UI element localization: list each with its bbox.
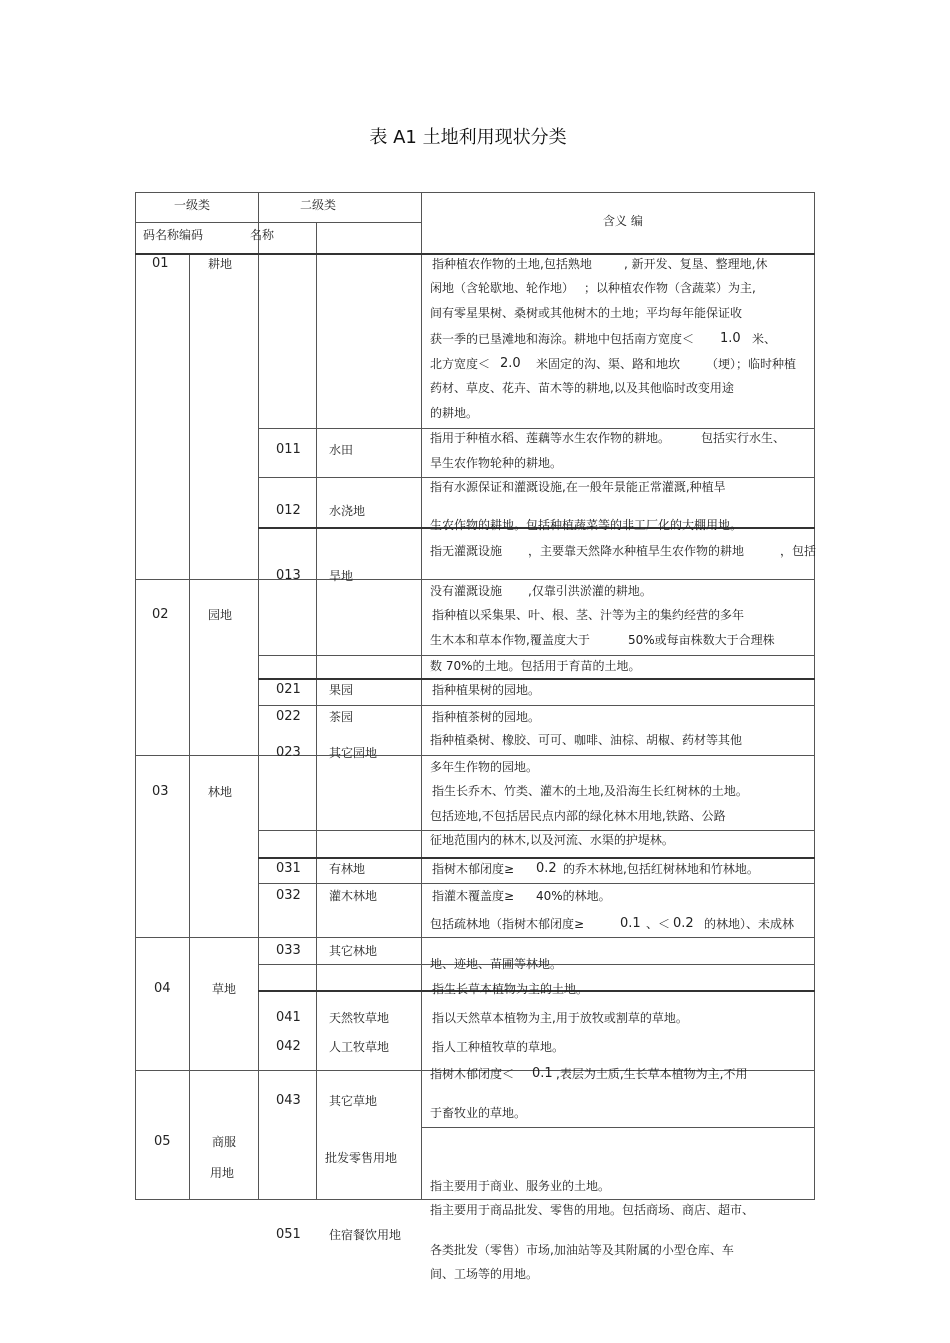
code-05: 05 — [154, 1134, 171, 1149]
meaning-text: 指生长草本植物为主的土地。 — [432, 982, 589, 996]
code-033: 033 — [276, 943, 301, 958]
meaning-text: 地、迹地、苗圃等林地。 — [430, 957, 563, 971]
table-top-border — [135, 192, 815, 193]
meaning-text: 0.1 — [532, 1066, 553, 1081]
meaning-text: 指有水源保证和灌溉设施,在一般年景能正常灌溉,种植旱 — [430, 480, 726, 494]
name-041: 天然牧草地 — [329, 1011, 390, 1025]
meaning-text: ，主要靠天然降水种植旱生农作物的耕地 — [528, 544, 745, 558]
meaning-text: 指主要用于商品批发、零售的用地。包括商场、商店、超市、 — [430, 1203, 755, 1217]
section-divider-02 — [135, 579, 815, 580]
meaning-text: 生木本和草本作物,覆盖度大于 — [430, 633, 590, 647]
meaning-text: 50%或每亩株数大于合理株 — [628, 633, 775, 647]
page-title: 表 A1 土地利用现状分类 — [369, 127, 567, 148]
meaning-text: 指以天然草本植物为主,用于放牧或割草的草地。 — [432, 1011, 688, 1025]
header-meaning: 含义 编 — [603, 214, 643, 228]
meaning-text: 生农作物的耕地。包括种植蔬菜等的非工厂化的大棚用地。 — [430, 518, 743, 532]
name-02: 园地 — [208, 608, 233, 622]
row-line — [258, 678, 815, 680]
name-012: 水浇地 — [329, 504, 366, 518]
meaning-text: 的乔木林地,包括红树林地和竹林地。 — [563, 862, 759, 876]
meaning-text: 征地范围内的林木,以及河流、水渠的护堤林。 — [430, 833, 674, 847]
code-032: 032 — [276, 888, 301, 903]
meaning-text: 米固定的沟、渠、路和地坎 — [536, 357, 681, 371]
meaning-text: , 新开发、复垦、整理地,休 — [624, 257, 768, 271]
meaning-text: 指人工种植牧草的草地。 — [432, 1040, 565, 1054]
code-022: 022 — [276, 709, 301, 724]
meaning-text: 的耕地。 — [430, 406, 479, 420]
meaning-text: 2.0 — [500, 356, 521, 371]
meaning-text: ；以种植农作物（含蔬菜）为主, — [584, 281, 756, 295]
meaning-text: 米、 — [752, 332, 777, 346]
meaning-text: 指灌木覆盖度≥ — [432, 889, 515, 903]
code-011: 011 — [276, 442, 301, 457]
code-013: 013 — [276, 568, 301, 583]
meaning-text: 获一季的已垦滩地和海涂。耕地中包括南方宽度＜ — [430, 332, 695, 346]
code-023: 023 — [276, 745, 301, 760]
row-line — [258, 655, 815, 656]
meaning-text: 包括迹地,不包括居民点内部的绿化林木用地,铁路、公路 — [430, 809, 726, 823]
row-line — [258, 857, 815, 859]
meaning-text: 0.1 — [620, 916, 641, 931]
name-032: 灌木林地 — [329, 889, 378, 903]
name-051-wholesale: 批发零售用地 — [325, 1151, 398, 1165]
name-03: 林地 — [208, 785, 233, 799]
name-033: 其它林地 — [329, 944, 378, 958]
row-line — [258, 883, 815, 884]
col-divider-4 — [421, 192, 422, 1199]
code-042: 042 — [276, 1039, 301, 1054]
meaning-text: 指用于种植水稻、莲藕等水生农作物的耕地。 — [430, 431, 671, 445]
name-01: 耕地 — [208, 257, 233, 271]
name-031: 有林地 — [329, 862, 366, 876]
code-012: 012 — [276, 503, 301, 518]
code-021: 021 — [276, 682, 301, 697]
name-051: 住宿餐饮用地 — [329, 1228, 402, 1242]
meaning-text: 间、工场等的用地。 — [430, 1267, 539, 1281]
meaning-text: 0.2 — [536, 861, 557, 876]
code-041: 041 — [276, 1010, 301, 1025]
meaning-text: 没有灌溉设施 — [430, 584, 503, 598]
meaning-text: 包括实行水生、 — [701, 431, 786, 445]
meaning-text: 包括疏林地（指树木郁闭度≥ — [430, 917, 585, 931]
table-bottom-border — [135, 1199, 815, 1200]
code-043: 043 — [276, 1093, 301, 1108]
meaning-text: 指种植茶树的园地。 — [432, 710, 541, 724]
meaning-text: 指生长乔木、竹类、灌木的土地,及沿海生长红树林的土地。 — [432, 784, 748, 798]
col-divider-3 — [316, 222, 317, 1199]
meaning-text: 指种植农作物的土地,包括熟地 — [432, 257, 592, 271]
meaning-text: 指树木郁闭度＜ — [430, 1067, 515, 1081]
meaning-text: 指种植果树的园地。 — [432, 683, 541, 697]
col-divider-2 — [258, 192, 259, 1199]
code-03: 03 — [152, 784, 169, 799]
meaning-text: 、＜ — [646, 917, 671, 931]
table-right-border — [814, 192, 815, 1199]
meaning-text: 闲地（含轮歇地、轮作地） — [430, 281, 575, 295]
meaning-text: 各类批发（零售）市场,加油站等及其附属的小型仓库、车 — [430, 1243, 734, 1257]
meaning-text: 1.0 — [720, 331, 741, 346]
name-05-line2: 用地 — [210, 1166, 235, 1180]
code-04: 04 — [154, 981, 171, 996]
meaning-text: 多年生作物的园地。 — [430, 760, 539, 774]
meaning-text: ,仅靠引洪淤灌的耕地。 — [528, 584, 652, 598]
row-line — [258, 830, 815, 831]
row-line — [258, 477, 815, 478]
meaning-text: 指树木郁闭度≥ — [432, 862, 515, 876]
header-level2: 二级类 — [300, 198, 337, 212]
header-name: 名称 — [250, 228, 275, 242]
row-line — [258, 428, 815, 429]
header-bottom — [135, 253, 815, 255]
name-011: 水田 — [329, 443, 354, 457]
meaning-text: 北方宽度＜ — [430, 357, 491, 371]
code-02: 02 — [152, 607, 169, 622]
header-divider — [135, 222, 421, 223]
name-05-line1: 商服 — [212, 1135, 237, 1149]
header-level1: 一级类 — [174, 198, 211, 212]
name-043: 其它草地 — [329, 1094, 378, 1108]
meaning-text: 于畜牧业的草地。 — [430, 1106, 527, 1120]
meaning-text: 药材、草皮、花卉、苗木等的耕地,以及其他临时改变用途 — [430, 381, 734, 395]
meaning-text: 的林地）、未成林 — [704, 917, 795, 931]
meaning-text: ,表层为土质,生长草本植物为主,不用 — [556, 1067, 748, 1081]
name-013: 旱地 — [329, 569, 354, 583]
meaning-text: 数 70%的土地。包括用于育苗的土地。 — [430, 659, 641, 673]
name-021: 果园 — [329, 683, 354, 697]
code-01: 01 — [152, 256, 169, 271]
name-022: 茶园 — [329, 710, 354, 724]
meaning-text: 0.2 — [673, 916, 694, 931]
meaning-text: 旱生农作物轮种的耕地。 — [430, 456, 563, 470]
meaning-text: 间有零星果树、桑树或其他树木的土地；平均每年能保证收 — [430, 306, 743, 320]
meaning-text: 指无灌溉设施 — [430, 544, 503, 558]
name-04: 草地 — [212, 982, 237, 996]
section-divider-03 — [135, 755, 815, 756]
code-051: 051 — [276, 1227, 301, 1242]
meaning-text: 指种植以采集果、叶、根、茎、汁等为主的集约经营的多年 — [432, 608, 745, 622]
meaning-text: （埂）；临时种植 — [706, 357, 797, 371]
meaning-text: 指主要用于商业、服务业的土地。 — [430, 1179, 611, 1193]
section-divider-04 — [135, 937, 815, 938]
meaning-text: 40%的林地。 — [536, 889, 611, 903]
row-line — [258, 705, 815, 706]
meaning-text: 指种植桑树、橡胶、可可、咖啡、油棕、胡椒、药材等其他 — [430, 733, 743, 747]
row-line — [421, 1127, 815, 1128]
code-031: 031 — [276, 861, 301, 876]
meaning-text: ，包括 — [780, 544, 817, 558]
col-divider-1 — [189, 253, 190, 1199]
header-code-name: 码名称编码 — [143, 228, 204, 242]
name-042: 人工牧草地 — [329, 1040, 390, 1054]
table-left-border — [135, 192, 136, 1199]
name-023: 其它园地 — [329, 746, 378, 760]
